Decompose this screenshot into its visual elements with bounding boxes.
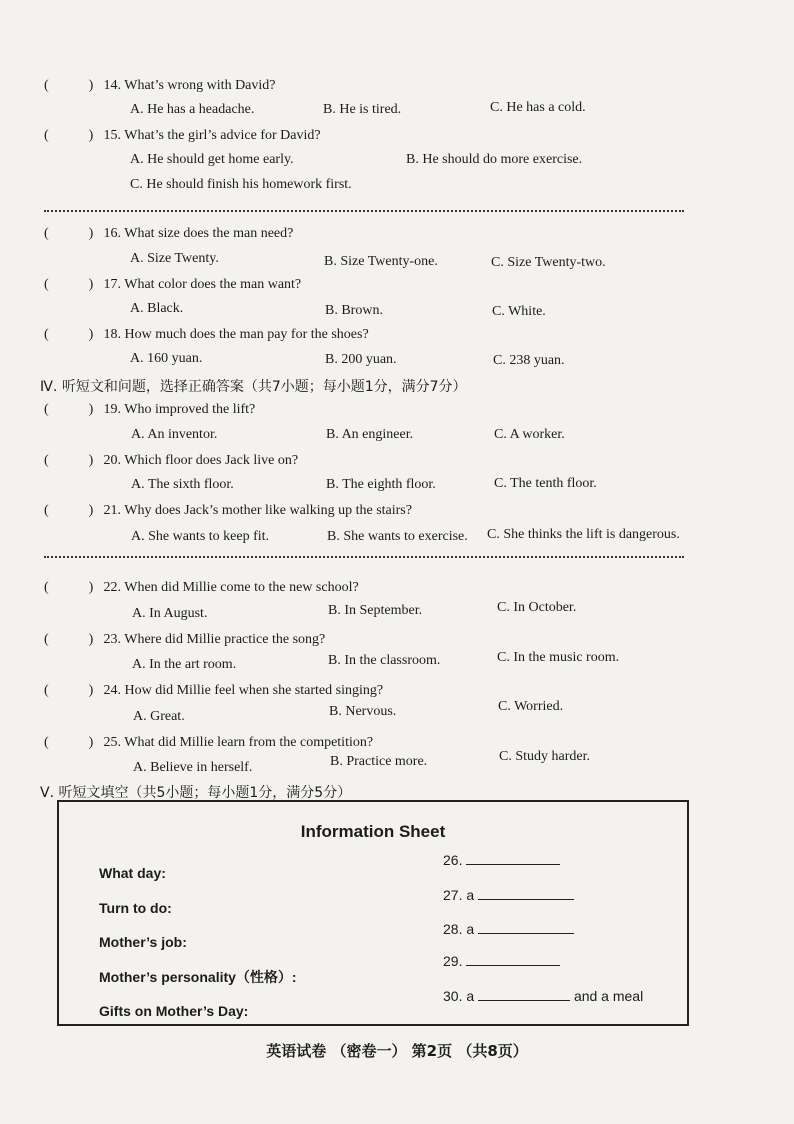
question-number: 24 (103, 683, 118, 698)
option-a: A. 160 yuan. (130, 351, 203, 366)
option-b: B. The eighth floor. (326, 477, 436, 492)
question-text: What’s the girl’s advice for David? (124, 128, 321, 143)
option-a: A. He has a headache. (130, 102, 255, 117)
option-c: C. He has a cold. (490, 100, 586, 115)
option-b: B. He should do more exercise. (406, 152, 583, 167)
option-a: A. Great. (133, 709, 185, 724)
sheet-title: Information Sheet (300, 822, 446, 841)
option-c: C. In the music room. (497, 650, 620, 665)
option-a: A. Black. (130, 301, 184, 316)
question-text: When did Millie come to the new school? (124, 580, 359, 595)
question-number: 21 (103, 503, 118, 518)
option-c: C. White. (492, 304, 546, 319)
answer-26: 26. (443, 852, 560, 868)
option-a: A. In August. (132, 606, 208, 621)
question-number: 25 (103, 735, 118, 750)
option-c: C. Worried. (498, 699, 564, 714)
question-text: Where did Millie practice the song? (124, 632, 326, 647)
row-label-turn-to-do: Turn to do: (99, 900, 172, 916)
option-b: B. 200 yuan. (325, 352, 397, 367)
option-c: C. She thinks the lift is dangerous. (487, 527, 680, 542)
question-16: ( ) 16. What size does the man need? (44, 226, 294, 241)
row-label-mothers-personality: Mother’s personality（性格）: (99, 969, 297, 985)
option-b: B. She wants to exercise. (327, 529, 468, 544)
question-17: ( ) 17. What color does the man want? (44, 277, 302, 292)
option-c: C. In October. (497, 600, 577, 615)
question-text: Who improved the lift? (124, 402, 256, 417)
option-c: C. A worker. (494, 427, 565, 442)
option-c: C. The tenth floor. (494, 476, 597, 491)
question-24: ( ) 24. How did Millie feel when she started singing? (44, 683, 384, 698)
page-footer: 英语试卷 （密卷一） 第2页 （共8页） (266, 1042, 528, 1060)
question-text: What did Millie learn from the competition? (124, 735, 374, 750)
question-number: 15 (103, 128, 118, 143)
option-b: B. In the classroom. (328, 653, 441, 668)
question-number: 23 (103, 632, 118, 647)
question-text: Which floor does Jack live on? (124, 453, 299, 468)
option-a: A. The sixth floor. (131, 477, 234, 492)
option-b: B. In September. (328, 603, 423, 618)
question-25: ( ) 25. What did Millie learn from the competition? (44, 735, 374, 750)
question-19: ( ) 19. Who improved the lift? (44, 402, 256, 417)
blank-26[interactable] (466, 852, 560, 865)
question-14: ( ) 14. What’s wrong with David? (44, 78, 276, 93)
question-number: 17 (103, 277, 118, 292)
dotted-separator (44, 556, 684, 558)
option-a: A. Size Twenty. (130, 251, 219, 266)
question-23: ( ) 23. Where did Millie practice the song? (44, 632, 326, 647)
section-5-heading: Ⅴ. 听短文填空（共5小题；每小题1分，满分5分） (40, 785, 352, 801)
question-number: 22 (103, 580, 118, 595)
question-number: 19 (103, 402, 118, 417)
row-label-what-day: What day: (99, 865, 166, 881)
question-22: ( ) 22. When did Millie come to the new school? (44, 580, 359, 595)
answer-30: 30. a and a meal (443, 988, 644, 1004)
option-c: C. 238 yuan. (493, 353, 565, 368)
dotted-separator (44, 210, 684, 212)
option-b: B. Practice more. (330, 754, 428, 769)
question-18: ( ) 18. How much does the man pay for the shoes? (44, 327, 369, 342)
option-c: C. Study harder. (499, 749, 590, 764)
question-number: 16 (103, 226, 118, 241)
row-label-mothers-job: Mother’s job: (99, 934, 187, 950)
information-sheet (57, 800, 689, 1026)
option-b: B. Nervous. (329, 704, 397, 719)
option-a: A. Believe in herself. (133, 760, 253, 775)
question-15: ( ) 15. What’s the girl’s advice for David? (44, 128, 321, 143)
section-4-heading: Ⅳ. 听短文和问题，选择正确答案（共7小题；每小题1分，满分7分） (40, 379, 467, 395)
blank-30[interactable] (478, 988, 570, 1001)
answer-27: 27. a (443, 887, 574, 903)
blank-27[interactable] (478, 887, 574, 900)
question-number: 18 (103, 327, 118, 342)
answer-29: 29. (443, 953, 560, 969)
option-a: A. She wants to keep fit. (131, 529, 270, 544)
row-label-gifts: Gifts on Mother’s Day: (99, 1003, 249, 1019)
blank-29[interactable] (466, 953, 560, 966)
question-text: How did Millie feel when she started singing? (124, 683, 384, 698)
option-a: A. In the art room. (132, 657, 237, 672)
answer-28: 28. a (443, 921, 574, 937)
question-text: What size does the man need? (124, 226, 294, 241)
option-b: B. He is tired. (323, 102, 402, 117)
question-number: 20 (103, 453, 118, 468)
blank-28[interactable] (478, 921, 574, 934)
question-text: What color does the man want? (124, 277, 302, 292)
question-text: Why does Jack’s mother like walking up the stairs? (124, 503, 412, 518)
question-number: 14 (103, 78, 118, 93)
option-c: C. Size Twenty-two. (491, 255, 606, 270)
question-21: ( ) 21. Why does Jack’s mother like walking up the stairs? (44, 503, 412, 518)
question-text: How much does the man pay for the shoes? (124, 327, 369, 342)
option-a: A. An inventor. (131, 427, 218, 442)
option-b: B. An engineer. (326, 427, 414, 442)
option-b: B. Brown. (325, 303, 383, 318)
option-c: C. He should finish his homework first. (130, 177, 352, 192)
option-a: A. He should get home early. (130, 152, 294, 167)
option-b: B. Size Twenty-one. (324, 254, 438, 269)
question-20: ( ) 20. Which floor does Jack live on? (44, 453, 299, 468)
question-text: What’s wrong with David? (124, 78, 276, 93)
